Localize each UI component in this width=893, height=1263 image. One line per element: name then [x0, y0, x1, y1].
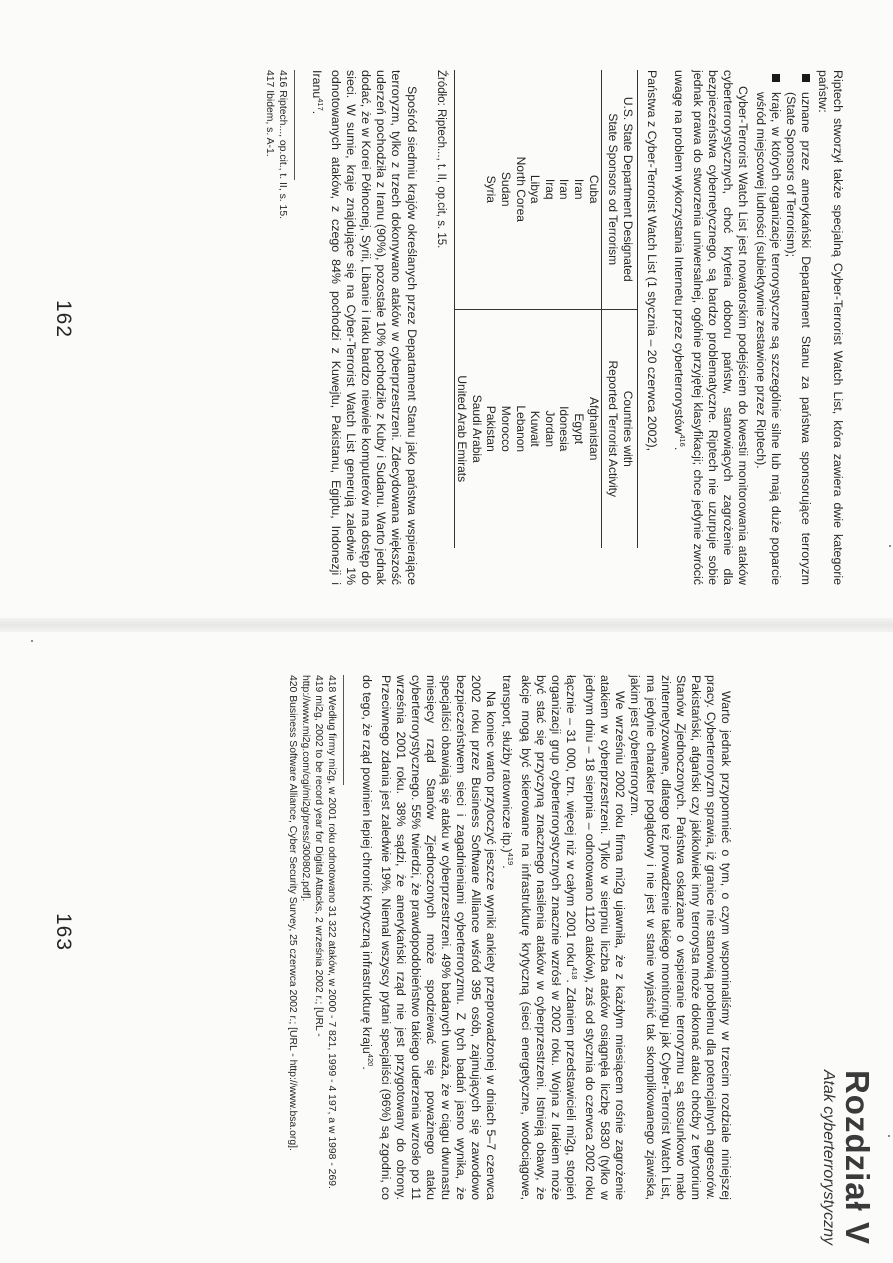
body-paragraph: We wrześniu 2002 roku firma mi2g ujawniła, że z każdym miesiącem rośnie zagrożenie atakiem w cyberprzestrzeni. Tylko w sierpniu liczba ataków osiągnęła liczbę 5830 (tylko w jednym dniu – 18 sierpnia – odnotowano 1120 ataków), zaś od stycznia do czerwca 2002 roku łącznie – 31 000, tzn. więcej niż w całym 2001 roku$^{418}$. Zdaniem przedstawicieli mi2g, stopień organizacji grup cyberterrorystycznych znacznie wzrósł w 2002 roku. Wojna z Irakiem może być stać się przyczyną znacznego nasilenia ataków w cyberprzestrzeni. Istnieją obawy, że akcje mogą być skierowane na infrastrukturę krytyczną (sieci energetyczne, wodociągowe, transport, służby ratownicze itp.)$^{419}$. — [499, 675, 628, 1201]
table-cell: Afghanistan — [586, 397, 601, 461]
page-number: 162 — [52, 300, 75, 339]
table-cell: Egypt — [571, 413, 586, 445]
paragraph-text: . Zdaniem przedstawicieli mi2g, stopień organizacji grup cyberterrorystycznych znacznie wzrósł w 2002 roku. Wojna z Irakiem może być stać się przyczyną znacznego nasilenia ataków w cyberprzestrzeni. Istnieją obawy, że akcje mogą być skierowane na infrastrukturę krytyczną (sieci energetyczne, wodociągowe, transport, służby ratownicze itp.) — [499, 675, 578, 1201]
table-cell: United Arab Emirats — [455, 375, 470, 483]
header-line: Reported Terrorist Activity — [606, 360, 621, 497]
table-cell: North Corea — [513, 156, 528, 222]
header-line: State Sponsors od Terrorism — [606, 113, 621, 266]
table-cell: Kuwait — [528, 410, 543, 447]
scan-speck — [31, 640, 33, 642]
table-cell: Sudan — [499, 171, 513, 207]
scan-speck — [888, 1135, 890, 1137]
table-cell: Iran — [571, 178, 586, 200]
table-cell: Jordan — [542, 410, 557, 448]
footnote: 416 Riptech..., op.cit., t. II, s. 15. — [276, 70, 288, 220]
bullet-square-icon — [772, 74, 780, 82]
chapter-title: Rozdział V — [839, 1069, 876, 1245]
table-header — [601, 70, 637, 309]
footnote: 418 Według firmy mi2g, w 2001 roku odnotowano 31 322 ataków, w 2000 - 7 821, 1999 - 4 197, a w 1998 - 269. — [326, 675, 338, 1189]
body-paragraph: Spośród siedmiu krajów określanych przez Departament Stanu jako państwa wspierające terroryzm, tylko z trzech dokonywano ataków w cyberprzestrzeni. Zdecydowana większość uderzeń pochodziła z Iranu (90%), pozostałe 10% pochodziło z Kuby i Sudanu. Warto jednak dodać, że w Korei Północnej, Syrii, Libanie i Iraku bardzo niewiele komputerów ma dostęp do sieci. W sumie, kraje znajdujące się na Cyber-Terrorist Watch List generują zaledwie 1% odnotowanych ataków, z czego 84% pochodzi z Kuwejtu, Pakistanu, Egiptu, Indonezji i Iranu$^{417}$. — [309, 70, 419, 585]
table-cell: Libya — [528, 174, 543, 204]
table-caption: Państwa z Cyber-Terrorist Watch List (1 stycznia – 20 czerwca 2002), — [644, 70, 659, 452]
table-cell: Iran — [557, 178, 572, 200]
table-cell: Idonesia — [557, 406, 572, 452]
chapter-subtitle: Atak cyberterrorystyczny — [820, 1069, 837, 1245]
footnote: 417 Ibidem, s. A-1. — [263, 70, 275, 157]
page-number: 163 — [52, 913, 75, 952]
table-header — [601, 309, 637, 548]
table-cell: Syria — [484, 175, 499, 203]
footnote: 420 Business Software Alliance, Cyber Security Survey, 25 czerwca 2002 r.; [URL - http://www.bsa.org]. — [287, 675, 299, 1151]
footnote-ref: 418 — [570, 966, 580, 980]
table-cell: Iraq — [542, 178, 557, 200]
paragraph-text: Na koniec warto przytoczyć jeszcze wyniki ankiety przeprowadzonej w dniach 5–7 czerwca 2002 roku przez Business Software Alliance wśród 395 osób, zajmujących się zawodowo bezpieczeństwem sieci i zagadnieniami cyberterroryzmu. Z tych badań jasno wynika, że specjaliści obawiają się ataku w cyberprzestrzeni. 49% badanych uważa, że w ciągu dwunastu miesięcy rząd Stanów Zjednoczonych może spodziewać się poważnego ataku cyberterrorystycznego. 55% twierdzi, że prawdopodobieństwo takiego uderzenia wzrosło po 11 września 2001 roku. 38% sądzi, że amerykański rząd nie jest przygotowany do obrony. Przeciwnego zdania jest zaledwie 19%. Niemal wszyscy pytani specjaliści (96%) są zgodni, co do tego, że rząd powinien lepiej chronić krytyczną infrastrukturę kraju — [359, 675, 499, 1200]
body-paragraph: Warto jednak przypomnieć o tym, o czym wspominaliśmy w trzecim rozdziale niniejszej pracy. Cyberterroryzm sprawia, iż granice nie stanowią problemu dla potencjalnych agresorów. Pakistański, afgański czy jakikolwiek inny terrorysta może dokonać ataku choćby z terytorium Stanów Zjednoczonych. Państwa oskarżane o wspieranie terroryzmu są stosunkowo mało zinternetyzowane, dlatego też prowadzenie takiego monitoringu jak Cyber-Terrorist Watch List, ma jedynie charakter poglądowy i nie jest w stanie wyjaśnić tak skomplikowanego zjawiska, jakim jest cyberterroryzm. — [628, 675, 733, 1200]
list-item — [783, 70, 813, 585]
table-cell: Lebanon — [513, 405, 528, 453]
country-category-list — [752, 70, 812, 585]
page-162-text — [263, 70, 845, 585]
page-163-text — [286, 675, 733, 1200]
scan-speck — [889, 545, 891, 547]
header-line: U.S. State Department Designated — [620, 96, 635, 282]
book-gutter — [0, 618, 893, 632]
state-sponsors-cell — [454, 70, 601, 309]
footnote-ref: 417 — [315, 98, 325, 111]
footnote-ref: 419 — [505, 852, 515, 866]
paragraph-text: Cyber-Terrorist Watch List jest nowatorskim podejściem do kwestii monitorowania ataków cyberterrorystycznych, choć kryteria doboru państw, stanowiących zagrożenie dla bezpieczeństwa cybernetycznego, są bardzo problematyczne. Riptech nie uzurpuje sobie jednak prawa do stworzenia uniwersalnej, ogólnie przyjętej klasyfikacji; chce jedynie zwrócić uwagę na problem wykorzystania Internetu przez cyberterrorystów — [671, 70, 751, 585]
table-cell: Morocco — [499, 405, 513, 452]
table-row — [454, 70, 601, 548]
footnote: 419 mi2g, 2002 to be record year for Digital Attacks, 2 września 2002 r.; [URL - http://www.mi2g.com/cgi/mi2g/press/300802.pdf]. — [300, 675, 325, 1037]
watch-list-table — [454, 70, 638, 548]
table-cell: Pakistan — [484, 405, 499, 452]
bullet-square-icon — [802, 74, 810, 82]
list-item-text: uznane przez amerykański Departament Stanu za państwa sponsorujące terroryzm (State Sponsors of Terrorism); — [783, 92, 813, 585]
table-cell: Cuba — [586, 174, 601, 204]
terrorist-activity-cell — [454, 309, 601, 548]
body-paragraph: Na koniec warto przytoczyć jeszcze wyniki ankiety przeprowadzonej w dniach 5–7 czerwca 2002 roku przez Business Software Alliance wśród 395 osób, zajmujących się zawodowo bezpieczeństwem sieci i zagadnieniami cyberterroryzmu. Z tych badań jasno wynika, że specjaliści obawiają się ataku w cyberprzestrzeni. 49% badanych uważa, że w ciągu dwunastu miesięcy rząd Stanów Zjednoczonych może spodziewać się poważnego ataku cyberterrorystycznego. 55% twierdzi, że prawdopodobieństwo takiego uderzenia wzrosło po 11 września 2001 roku. 38% sądzi, że amerykański rząd nie jest przygotowany do obrony. Przeciwnego zdania jest zaledwie 19%. Niemal wszyscy pytani specjaliści (96%) są zgodni, co do tego, że rząd powinien lepiej chronić krytyczną infrastrukturę kraju$^{420}$. — [359, 675, 499, 1200]
table-cell: Saudi Arabia — [469, 394, 484, 463]
table-source: Źródło: Riptech..., t. II, op.cit, s. 15. — [434, 70, 447, 249]
footnote-ref: 416 — [678, 434, 688, 447]
list-item-text: kraje, w których organizacje terrorystyczne są szczególnie silne lub mają duże poparcie wśród miejscowej ludności (subiektywnie zestawione przez Riptech). — [753, 92, 783, 585]
paragraph-text: We wrześniu 2002 roku firma mi2g ujawniła, że z każdym miesiącem rośnie zagrożenie atakiem w cyberprzestrzeni. Tylko w sierpniu liczba ataków osiągnęła liczbę 5830 (tylko w jednym dniu – 18 sierpnia – odnotowano 1120 ataków), zaś od stycznia do czerwca 2002 roku łącznie – 31 000, tzn. więcej niż w całym 2001 roku — [563, 675, 628, 1200]
footnote-ref: 420 — [365, 1053, 375, 1067]
page-162 — [0, 0, 893, 620]
page-163 — [0, 635, 893, 1255]
paragraph-text: Spośród siedmiu krajów określanych przez Departament Stanu jako państwa wspierające terroryzm, tylko z trzech dokonywano ataków w cyberprzestrzeni. Zdecydowana większość uderzeń pochodziła z Iranu (90%), pozostałe 10% pochodziło z Kuby i Sudanu. Warto jednak dodać, że w Korei Północnej, Syrii, Libanie i Iraku bardzo niewiele komputerów ma dostęp do sieci. W sumie, kraje znajdujące się na Cyber-Terrorist Watch List generują zaledwie 1% odnotowanych ataków, z czego 84% pochodzi z Kuwejtu, Pakistanu, Egiptu, Indonezji i Iranu — [309, 70, 419, 585]
list-item — [752, 70, 782, 585]
header-line: Countries with — [620, 390, 635, 467]
running-header — [819, 1070, 875, 1245]
footnote-divider — [294, 70, 295, 180]
intro-paragraph: Riptech stworzył także specjalną Cyber-Terrorist Watch List, która zawiera dwie kategorie państw: — [815, 70, 845, 585]
body-paragraph: Cyber-Terrorist Watch List jest nowatorskim podejściem do kwestii monitorowania ataków cyberterrorystycznych, choć kryteria doboru państw, stanowiących zagrożenie dla bezpieczeństwa cybernetycznego, są bardzo problematyczne. Riptech nie uzurpuje sobie jednak prawa do stworzenia uniwersalnej, ogólnie przyjętej klasyfikacji; chce jedynie zwrócić uwagę na problem wykorzystania Internetu przez cyberterrorystów$^{416}$. — [671, 70, 751, 585]
footnote-divider — [343, 675, 344, 785]
